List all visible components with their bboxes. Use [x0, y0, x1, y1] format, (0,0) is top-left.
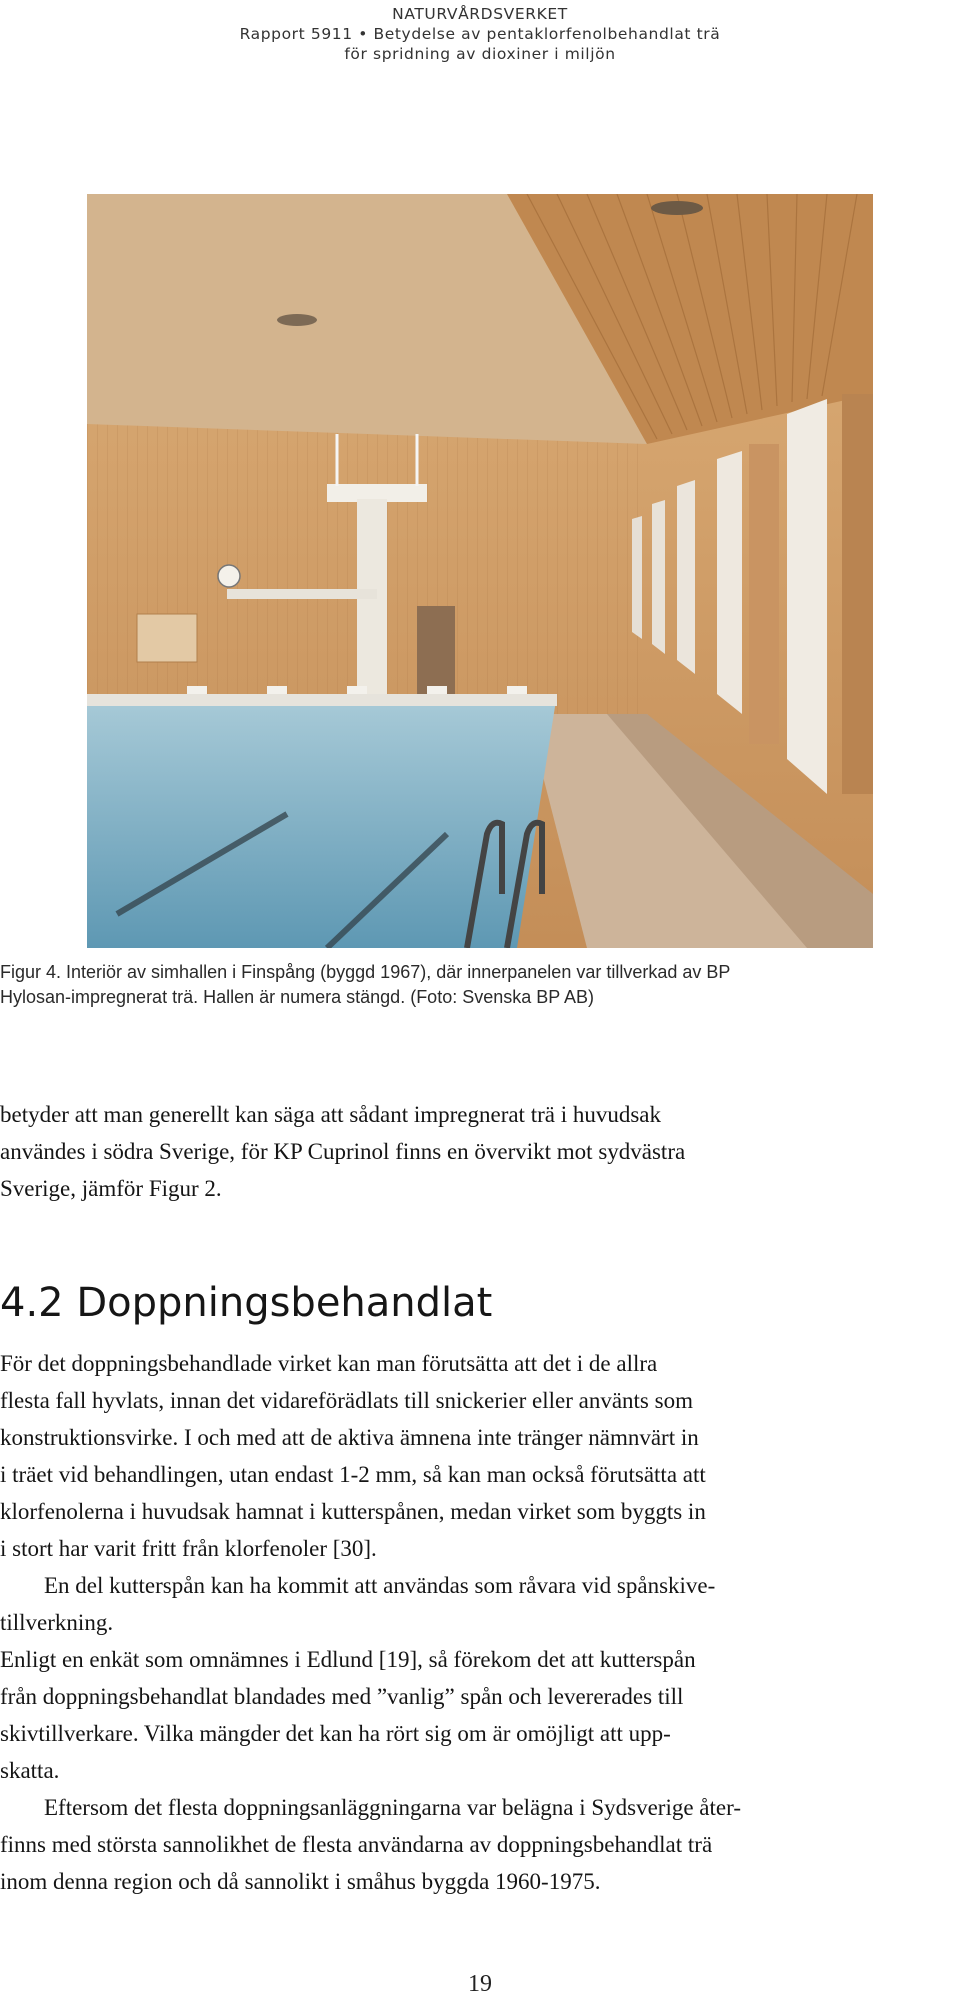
text-line: betyder att man generellt kan säga att sådant impregnerat trä i huvudsak [0, 1102, 662, 1127]
figure-caption [0, 960, 960, 1010]
text-line: skivtillverkare. Vilka mängder det kan ha rört sig om är omöjligt att upp- [0, 1721, 671, 1746]
caption-line: Figur 4. Interiör av simhallen i Finspång (byggd 1967), där innerpanelen var tillverkad av BP [0, 962, 731, 982]
text-line: användes i södra Sverige, för KP Cuprinol finns en övervikt mot sydvästra [0, 1139, 686, 1164]
text-line: Enligt en enkät som omnämnes i Edlund [19], så förekom det att kutterspån [0, 1647, 696, 1672]
text-line: flesta fall hyvlats, innan det vidareförädlats till snickerier eller använts som [0, 1388, 693, 1413]
intro-paragraph [0, 1096, 960, 1207]
text-line: Sverige, jämför Figur 2. [0, 1176, 222, 1201]
page-number: 19 [468, 1971, 492, 1997]
header-report: Rapport 5911 • Betydelse av pentaklorfenolbehandlat trä [239, 25, 721, 43]
text-line: skatta. [0, 1758, 60, 1783]
section-heading: 4.2 Doppningsbehandlat [0, 1280, 493, 1326]
figure-photo [87, 194, 873, 948]
header-org: NATURVÅRDSVERKET [392, 5, 568, 23]
text-line: i träet vid behandlingen, utan endast 1-2 mm, så kan man också förutsätta att [0, 1462, 706, 1487]
text-line: inom denna region och då sannolikt i småhus byggda 1960-1975. [0, 1869, 601, 1894]
text-line: En del kutterspån kan ha kommit att användas som råvara vid spånskive- [44, 1573, 716, 1598]
text-line: i stort har varit fritt från klorfenoler [30]. [0, 1536, 377, 1561]
text-line: från doppningsbehandlat blandades med ”vanlig” spån och levererades till [0, 1684, 684, 1709]
caption-line: Hylosan-impregnerat trä. Hallen är numera stängd. (Foto: Svenska BP AB) [0, 987, 594, 1007]
text-line: klorfenolerna i huvudsak hamnat i kutterspånen, medan virket som byggts in [0, 1499, 706, 1524]
text-line: konstruktionsvirke. I och med att de aktiva ämnena inte tränger nämnvärt in [0, 1425, 699, 1450]
swimming-hall-photo [87, 194, 873, 948]
page-header [0, 4, 960, 64]
header-subtitle: för spridning av dioxiner i miljön [344, 45, 616, 63]
text-line: Eftersom det flesta doppningsanläggningarna var belägna i Sydsverige åter- [44, 1795, 741, 1820]
text-line: För det doppningsbehandlade virket kan man förutsätta att det i de allra [0, 1351, 658, 1376]
section-body [0, 1345, 960, 1900]
text-line: finns med största sannolikhet de flesta användarna av doppningsbehandlat trä [0, 1832, 713, 1857]
text-line: tillverkning. [0, 1610, 114, 1635]
